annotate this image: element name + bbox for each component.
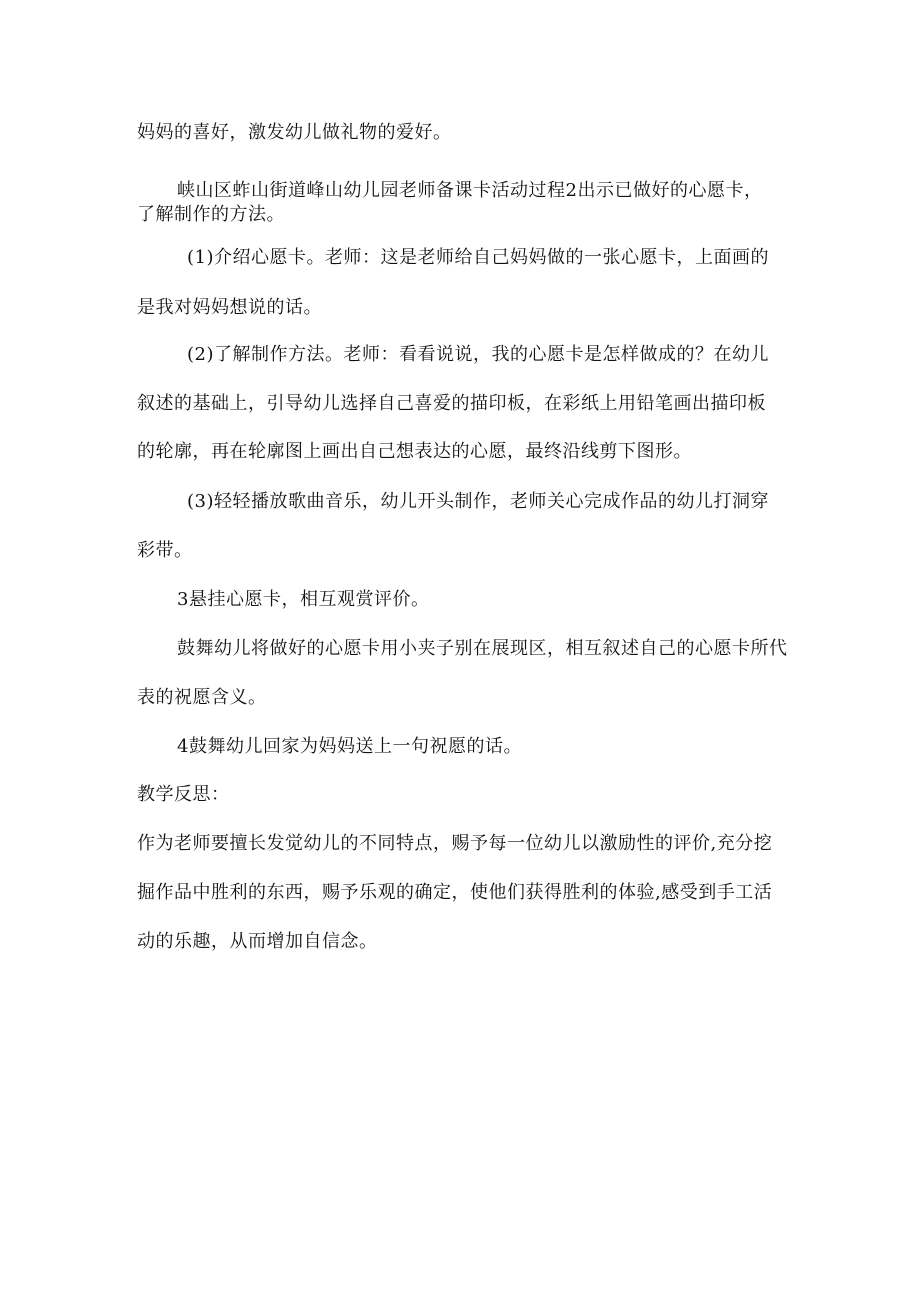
text-line: 教学反思： [137, 784, 230, 805]
text-line: (2)了解制作方法。老师：看看说说，我的心愿卡是怎样做成的？在幼儿 [187, 344, 769, 365]
text-line: 表的祝愿含义。 [137, 687, 267, 708]
text-line: 动的乐趣，从而增加自信念。 [137, 931, 378, 952]
text-line: 是我对妈妈想说的话。 [137, 297, 322, 318]
text-line: 的轮廓，再在轮廓图上画出自己想表达的心愿，最终沿线剪下图形。 [137, 441, 692, 462]
text-line: (1)介绍心愿卡。老师：这是老师给自己妈妈做的一张心愿卡，上面画的 [187, 247, 769, 268]
text-line: (3)轻轻播放歌曲音乐，幼儿开头制作，老师关心完成作品的幼儿打洞穿 [187, 491, 769, 512]
text-line: 3悬挂心愿卡，相互观赏评价。 [177, 589, 430, 610]
text-line: 了解制作的方法。 [137, 204, 285, 225]
text-line: 妈妈的喜好，激发幼儿做礼物的爱好。 [137, 122, 452, 143]
text-line: 鼓舞幼儿将做好的心愿卡用小夹子别在展现区，相互叙述自己的心愿卡所代 [177, 638, 788, 659]
text-line: 彩带。 [137, 540, 193, 561]
text-line: 掘作品中胜利的东西，赐予乐观的确定，使他们获得胜利的体验,感受到手工活 [137, 882, 773, 903]
text-line: 叙述的基础上，引导幼儿选择自己喜爱的描印板，在彩纸上用铅笔画出描印板 [137, 393, 766, 414]
text-line: 作为老师要擅长发觉幼儿的不同特点，赐予每一位幼儿以激励性的评价,充分挖 [137, 833, 773, 854]
text-line: 4鼓舞幼儿回家为妈妈送上一句祝愿的话。 [177, 736, 522, 757]
text-line: 峡山区蚱山街道峰山幼儿园老师备课卡活动过程2出示已做好的心愿卡， [177, 180, 763, 201]
